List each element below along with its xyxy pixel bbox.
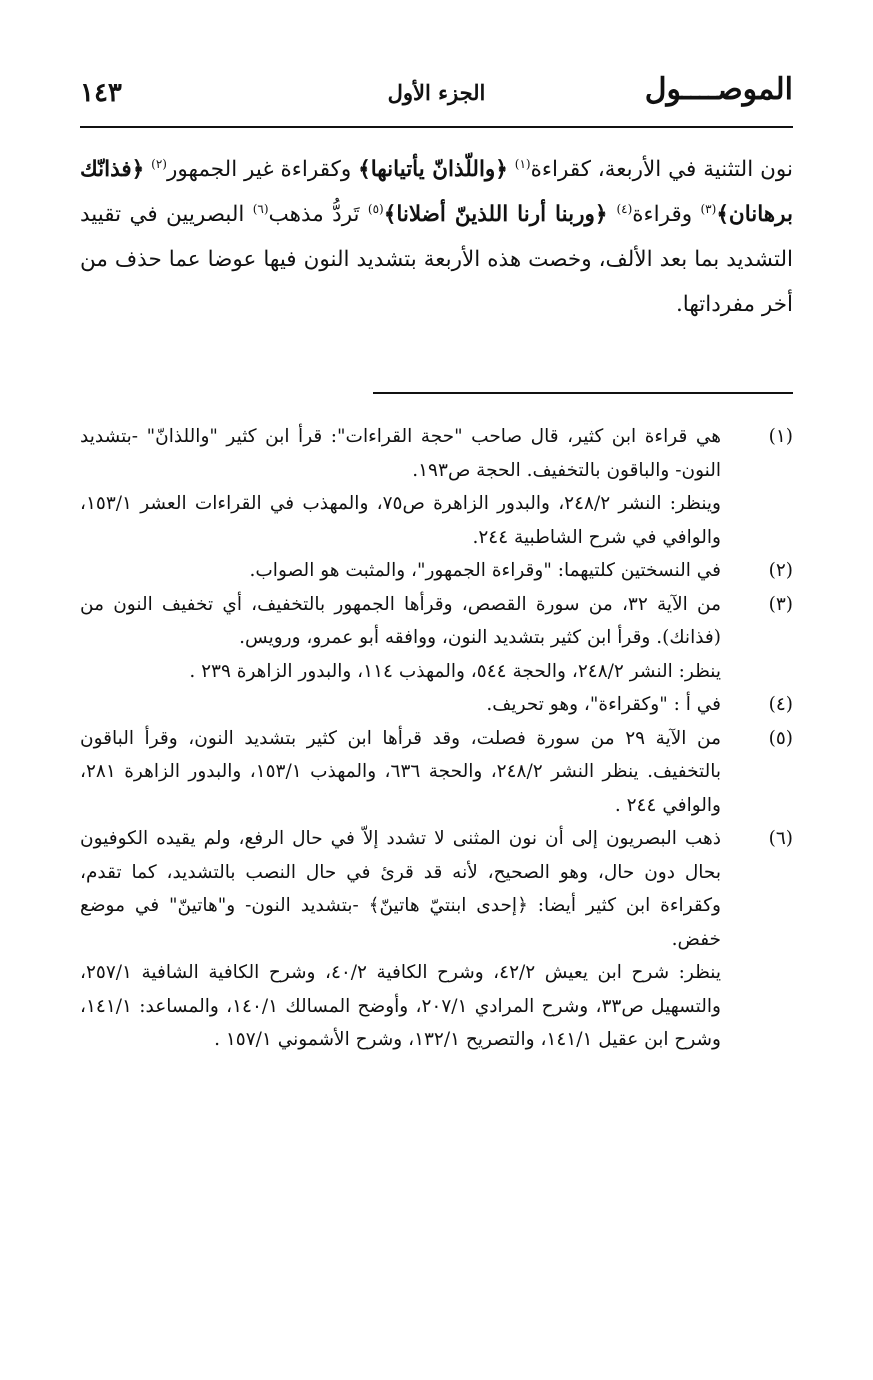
text-segment: تَردُّ مذهب xyxy=(268,202,368,227)
footnote-number: (٥) xyxy=(768,727,793,749)
text-segment: البصريين في تقييد التشديد بما بعد الألف، وخصت هذه الأربعة بتشديد النون فيها عوضا عما حذف من أخر مفرداتها. xyxy=(80,202,793,317)
quran-quote: ﴿واللّذانّ يأتيانها﴾ xyxy=(358,157,508,182)
footnote-reference: ينظر: النشر ٢٤٨/٢، والحجة ٥٤٤، والمهذب ١١٤، والبدور الزاهرة ٢٣٩ . xyxy=(189,660,721,682)
footnote-text: ذهب البصريون إلى أن نون المثنى لا تشدد إلاّ في حال الرفع، ولم يقيده الكوفيون بحال دون حال، وهو الصحيح، لأنه قد قرئ في حال النصب بالتشديد، كما تقدم، وكقراءة ابن كثير أيضا: ﴿إحدى ابنتيّ هاتينّ﴾ -بتشديد النون- و"هاتينّ" في موضع خفض. xyxy=(80,828,721,950)
footnote-ref-3: (٣) xyxy=(700,201,717,216)
footnote xyxy=(80,688,793,722)
footnote-text: هي قراءة ابن كثير، قال صاحب "حجة القراءات": قرأ ابن كثير "واللذانّ" -بتشديد النون- والباقون بالتخفيف. الحجة ص١٩٣. xyxy=(80,426,721,481)
book-title: الموصــــول xyxy=(644,72,793,107)
footnotes xyxy=(80,420,793,1057)
footnote-text: في أ : "وكقراءة"، وهو تحريف. xyxy=(486,694,721,715)
footnote xyxy=(80,420,793,554)
part-label: الجزء الأول xyxy=(387,80,486,105)
footnote xyxy=(80,588,793,689)
footnote-ref-6: (٦) xyxy=(252,201,269,216)
footnote-reference: وينظر: النشر ٢٤٨/٢، والبدور الزاهرة ص٧٥، والمهذب في القراءات العشر ١٥٣/١، والوافي في شرح الشاطبية ٢٤٤. xyxy=(80,493,721,548)
footnote-text: في النسختين كلتيهما: "وقراءة الجمهور"، والمثبت هو الصواب. xyxy=(249,560,721,581)
footnote-separator xyxy=(373,392,793,394)
quran-quote: ﴿وربنا أرنا اللذينّ أضلانا﴾ xyxy=(383,202,617,227)
footnote-ref-1: (١) xyxy=(514,156,531,171)
footnote-reference: ينظر: شرح ابن يعيش ٤٢/٢، وشرح الكافية ٤٠/٢، وشرح الكافية الشافية ٢٥٧/١، والتسهيل ص٣٣، وشرح المرادي ٢٠٧/١، وأوضح المسالك ١٤٠/١، والمساعد: ١٤١/١، وشرح ابن عقيل ١٤١/١، والتصريح ١٣٢/١، وشرح الأشموني ١٥٧/١ . xyxy=(80,962,721,1050)
text-segment: وقراءة xyxy=(632,202,701,227)
footnote xyxy=(80,822,793,1057)
text-segment: نون التثنية في الأربعة، كقراءة xyxy=(530,157,793,182)
header-rule xyxy=(80,126,793,128)
page-number: ١٤٣ xyxy=(80,78,122,108)
page-header xyxy=(80,70,793,128)
main-text xyxy=(80,147,793,327)
quran-quote: ﴿فذانّك برهانان﴾ xyxy=(80,157,793,227)
footnote-number: (٦) xyxy=(768,828,793,849)
footnote xyxy=(80,722,793,823)
main-paragraph xyxy=(80,147,793,327)
footnote-ref-5: (٥) xyxy=(367,201,384,216)
footnote-number: (٣) xyxy=(768,593,793,615)
footnote-number: (١) xyxy=(768,426,793,447)
footnote-number: (٢) xyxy=(768,560,793,581)
footnote xyxy=(80,554,793,588)
footnote-ref-4: (٤) xyxy=(616,201,633,216)
footnote-text: من الآية ٣٢، من سورة القصص، وقرأها الجمهور بالتخفيف، أي تخفيف النون من (فذانك). وقرأ ابن كثير بتشديد النون، ووافقه أبو عمرو، ورويس. xyxy=(80,593,721,648)
footnote-number: (٤) xyxy=(768,694,793,715)
text-segment: وكقراءة غير الجمهور xyxy=(166,157,359,182)
footnote-ref-2: (٢) xyxy=(151,156,167,171)
footnote-text: من الآية ٢٩ من سورة فصلت، وقد قرأها ابن كثير بتشديد النون، وقرأ الباقون بالتخفيف. ينظر النشر ٢٤٨/٢، والحجة ٦٣٦، والمهذب ١٥٣/١، والبدور الزاهرة ٢٨١، والوافي ٢٤٤ . xyxy=(80,727,722,816)
